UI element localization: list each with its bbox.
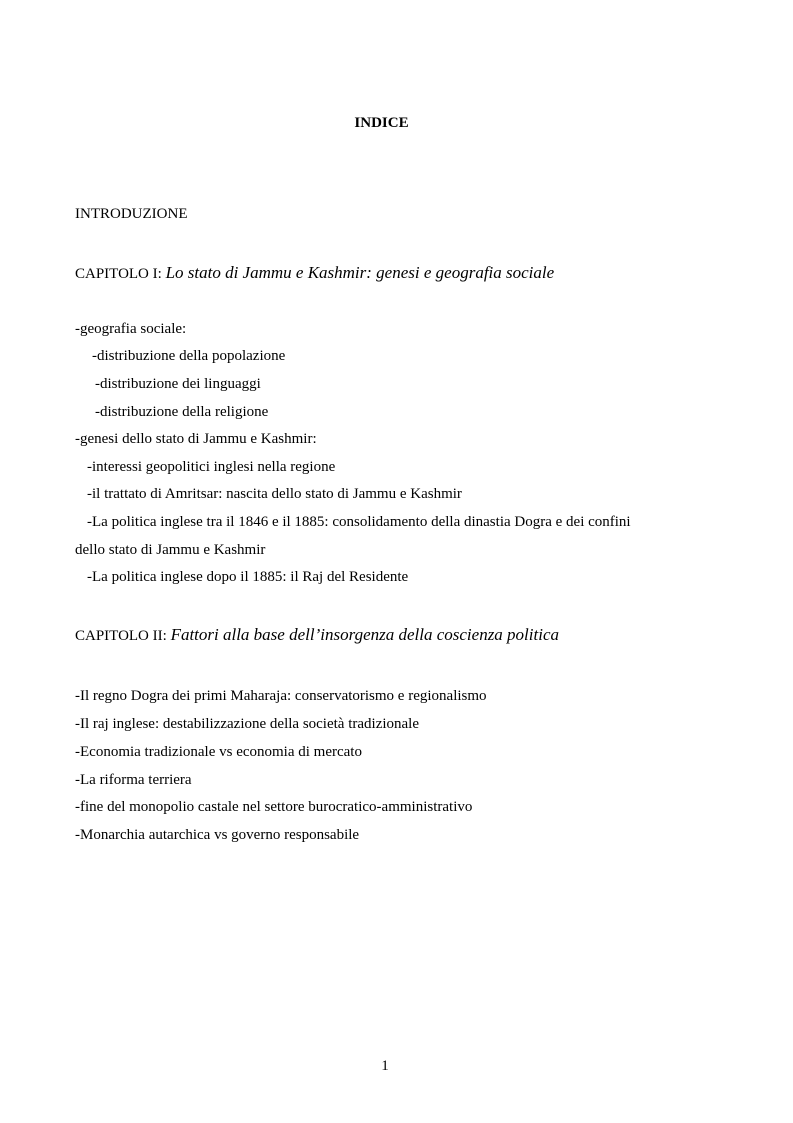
toc-entry: -geografia sociale: — [75, 321, 187, 337]
toc-entry: -genesi dello stato di Jammu e Kashmir: — [75, 431, 317, 447]
chapter-2-title: Fattori alla base dell’insorgenza della coscienza politica — [170, 625, 559, 644]
toc-entry: -il trattato di Amritsar: nascita dello stato di Jammu e Kashmir — [87, 486, 462, 502]
page-title: INDICE — [354, 115, 409, 131]
chapter-2-heading — [75, 626, 559, 644]
toc-entry: -Il raj inglese: destabilizzazione della società tradizionale — [75, 716, 420, 732]
chapter-1-prefix: CAPITOLO I: — [75, 266, 166, 282]
toc-entry: -Economia tradizionale vs economia di mercato — [75, 744, 362, 760]
toc-entry: -interessi geopolitici inglesi nella regione — [87, 459, 336, 475]
toc-entry: -La riforma terriera — [75, 772, 192, 788]
toc-entry: -fine del monopolio castale nel settore burocratico-amministrativo — [75, 799, 473, 815]
toc-entry: -distribuzione dei linguaggi — [95, 376, 261, 392]
toc-entry: -Il regno Dogra dei primi Maharaja: conservatorismo e regionalismo — [75, 688, 487, 704]
chapter-1-title: Lo stato di Jammu e Kashmir: genesi e geografia sociale — [165, 263, 555, 282]
toc-entry: -Monarchia autarchica vs governo responsabile — [75, 827, 360, 843]
toc-entry-continuation: dello stato di Jammu e Kashmir — [75, 542, 266, 558]
toc-entry: -La politica inglese dopo il 1885: il Raj del Residente — [87, 569, 409, 585]
toc-entry: -La politica inglese tra il 1846 e il 1885: consolidamento della dinastia Dogra e dei confini — [87, 514, 631, 530]
toc-entry: -distribuzione della religione — [95, 404, 269, 420]
toc-entry: -distribuzione della popolazione — [92, 348, 286, 364]
chapter-1-heading — [75, 264, 554, 282]
introduction-heading: INTRODUZIONE — [75, 206, 188, 222]
page-number: 1 — [381, 1058, 389, 1074]
chapter-2-prefix: CAPITOLO II: — [75, 628, 171, 644]
